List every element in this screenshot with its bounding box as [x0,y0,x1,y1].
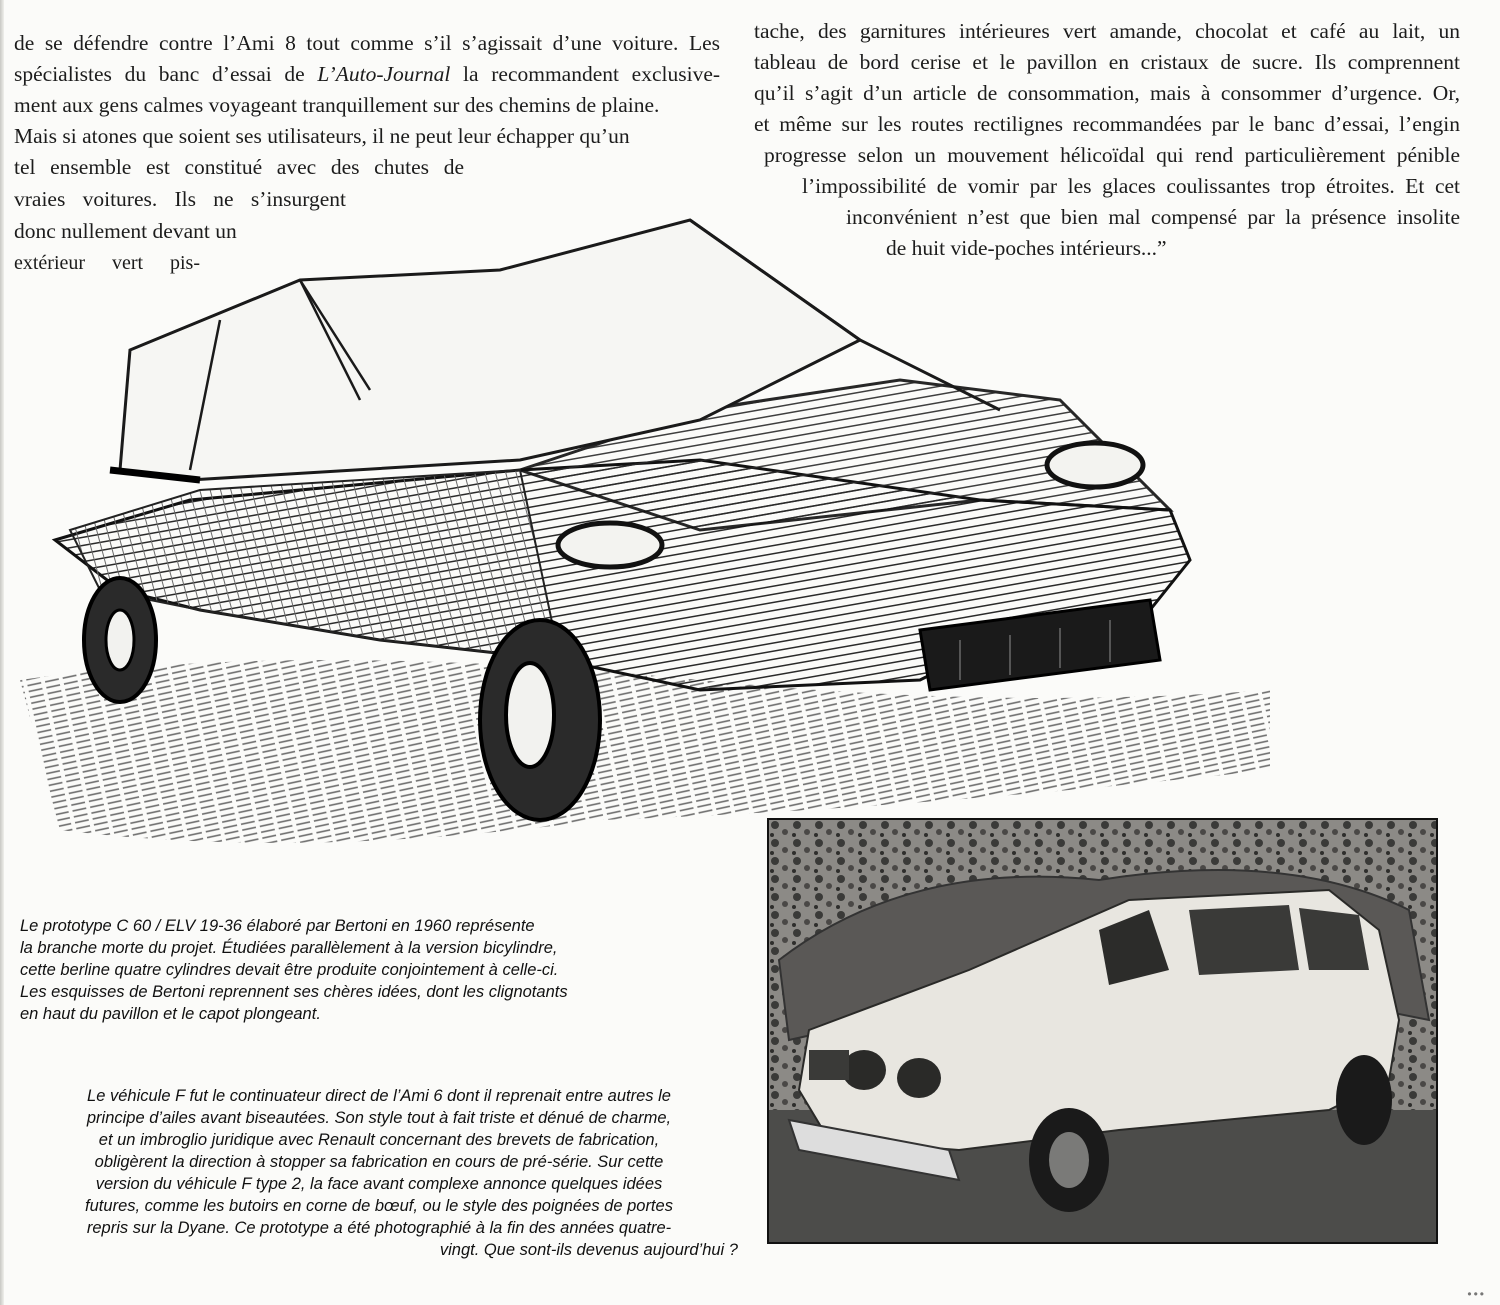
caption-line: futures, comme les butoirs en corne de bœuf, ou le style des poignées de portes [85,1197,673,1215]
caption-line: Le véhicule F fut le continuateur direct de l’Ami 6 dont il reprenait entre autres le [87,1087,671,1105]
body-line: de se défendre contre l’Ami 8 tout comme s’il s’agissait d’une voiture. Les [14,31,720,55]
caption-line: version du véhicule F type 2, la face avant complexe annonce quelques idées [95,1175,663,1193]
body-line: l’impossibilité de vomir par les glaces coulissantes trop étroites. Et cet [802,174,1460,198]
body-line: ment aux gens calmes voyageant tranquillement sur des chemins de plaine. [14,93,660,117]
page-number-fragment: ••• [1467,1287,1486,1301]
caption-line: obligèrent la direction à stopper sa fabrication en cours de pré-série. Sur cette [94,1153,664,1171]
journal-title: L’Auto-Journal [317,62,451,86]
caption-line: cette berline quatre cylindres devait être produite conjointement à celle-ci. [20,961,559,979]
caption-line: Les esquisses de Bertoni reprennent ses chères idées, dont les clignotants [20,983,568,1001]
prototype-car-photo [769,820,1436,1242]
caption-line: principe d’ailes avant biseautées. Son style tout à fait triste et dénué de charme, [86,1109,672,1127]
caption-line: la branche morte du projet. Étudiées parallèlement à la version bicylindre, [20,939,558,957]
body-line: tel ensemble est constitué avec des chutes de [14,155,464,179]
caption-line: en haut du pavillon et le capot plongeant. [20,1005,321,1023]
pencil-sketch-image [0,210,1290,875]
body-line: tableau de bord cerise et le pavillon en cristaux de sucre. Ils comprennent [754,50,1460,74]
caption-line: Le prototype C 60 / ELV 19-36 élaboré par Bertoni en 1960 représente [20,917,535,935]
body-line: tache, des garnitures intérieures vert amande, chocolat et café au lait, un [754,19,1460,43]
caption-line: repris sur la Dyane. Ce prototype a été photographié à la fin des années quatre- [86,1219,672,1237]
body-line: Mais si atones que soient ses utilisateurs, il ne peut leur échapper qu’un [14,124,630,148]
body-line: extérieur vert pis- [14,252,200,274]
body-line: donc nullement devant un [14,219,237,243]
body-line: qu’il s’agit d’un article de consommation, mais à consommer d’urgence. Or, [754,81,1460,105]
body-line: inconvénient n’est que bien mal compensé par la présence insolite [846,205,1460,229]
body-line: de huit vide-poches intérieurs...” [886,236,1167,260]
body-line: vraies voitures. Ils ne s’insurgent [14,187,346,211]
body-text: spécialistes du banc d’essai de [14,62,305,86]
body-text: la recommandent exclusive- [463,62,721,86]
caption-line: vingt. Que sont-ils devenus aujourd’hui ? [439,1241,738,1259]
body-line [14,59,720,90]
body-line: progresse selon un mouvement hélicoïdal qui rend particulièrement pénible [764,143,1460,167]
prototype-photo-image [767,818,1438,1244]
body-line: et même sur les routes rectilignes recommandées par le banc d’essai, l’engin [754,112,1460,136]
caption-line: et un imbroglio juridique avec Renault concernant des brevets de fabrication, [98,1131,660,1149]
